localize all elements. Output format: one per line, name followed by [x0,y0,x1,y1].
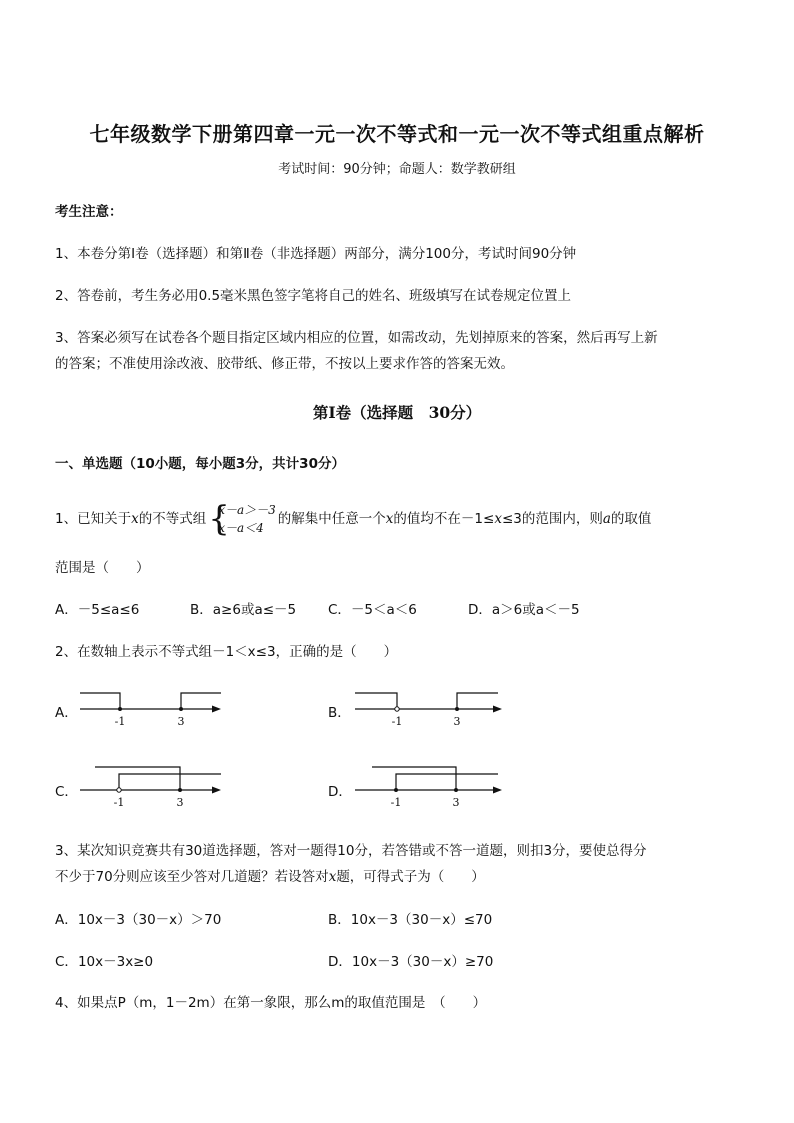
q1-option-d[interactable]: D．a＞6或a＜－5 [468,602,580,618]
section-title: 第Ⅰ卷（选择题 30分） [312,403,482,422]
q3-stem-cont: 不少于70分则应该至少答对几道题？若设答对x题，可得式子为（ ） [55,869,485,885]
q3-option-c[interactable]: C．10x－3x≥0 [55,954,154,970]
tick-label: -1 [391,715,403,728]
notice-item-2: 2、答卷前，考生务必用0.5毫米黑色签字笔将自己的姓名、班级填写在试卷规定位置上 [55,288,572,304]
notice-item-3: 3、答案必须写在试卷各个题目指定区域内相应的位置，如需改动，先划掉原来的答案，然后再写上新 [55,330,658,346]
q2-option-a-label[interactable]: A． [55,705,78,721]
notice-item-3-cont: 的答案；不准使用涂改液、胶带纸、修正带，不按以上要求作答的答案无效。 [55,356,514,372]
q1-stem-cont: 范围是（ ） [55,560,150,576]
notice-heading: 考生注意： [55,204,123,220]
tick-label: 3 [452,796,460,807]
part-heading: 一、单选题（10小题，每小题3分，共计30分） [55,456,345,472]
q2-stem: 2、在数轴上表示不等式组－1＜x≤3，正确的是（ ） [55,644,398,660]
q2-option-d-label[interactable]: D． [328,784,352,800]
q1-inequality-system: { x－a＞－3 x－a＜4 [208,499,276,539]
tick-label: -1 [390,796,402,807]
notice-item-1: 1、本卷分第Ⅰ卷（选择题）和第Ⅱ卷（非选择题）两部分，满分100分，考试时间90分钟 [55,246,577,262]
q2-option-b-number-line[interactable] [350,685,505,730]
page-subtitle: 考试时间：90分钟；命题人：数学教研组 [278,162,516,177]
q3-option-b[interactable]: B．10x－3（30－x）≤70 [328,912,493,928]
q3-option-a[interactable]: A．10x－3（30－x）＞70 [55,912,222,928]
q1-option-b[interactable]: B．a≥6或a≤－5 [190,602,297,618]
q4-stem: 4、如果点P（m，1－2m）在第一象限，那么m的取值范围是 （ ） [55,995,487,1011]
q1-option-a[interactable]: A．－5≤a≤6 [55,602,140,618]
q2-option-c-number-line[interactable] [75,762,225,807]
tick-label: -1 [113,796,125,807]
q1-option-c[interactable]: C．－5＜a＜6 [328,602,417,618]
q2-option-b-label[interactable]: B． [328,705,351,721]
tick-label: 3 [176,796,184,807]
q3-option-d[interactable]: D．10x－3（30－x）≥70 [328,954,494,970]
tick-label: 3 [453,715,461,728]
q3-stem: 3、某次知识竞赛共有30道选择题，答对一题得10分，若答错或不答一道题，则扣3分，要使总得分 [55,843,647,859]
q1-stem: 1、已知关于x的不等式组 { x－a＞－3 x－a＜4 的解集中任意一个x的值均不在－1≤x≤3的范围内，则a的取值 [55,499,652,539]
q2-option-d-number-line[interactable] [350,762,505,807]
q2-option-a-number-line[interactable] [75,685,225,730]
tick-label: 3 [177,715,185,728]
q2-option-c-label[interactable]: C． [55,784,78,800]
page-title: 七年级数学下册第四章一元一次不等式和一元一次不等式组重点解析 [89,122,705,146]
tick-label: -1 [114,715,126,728]
